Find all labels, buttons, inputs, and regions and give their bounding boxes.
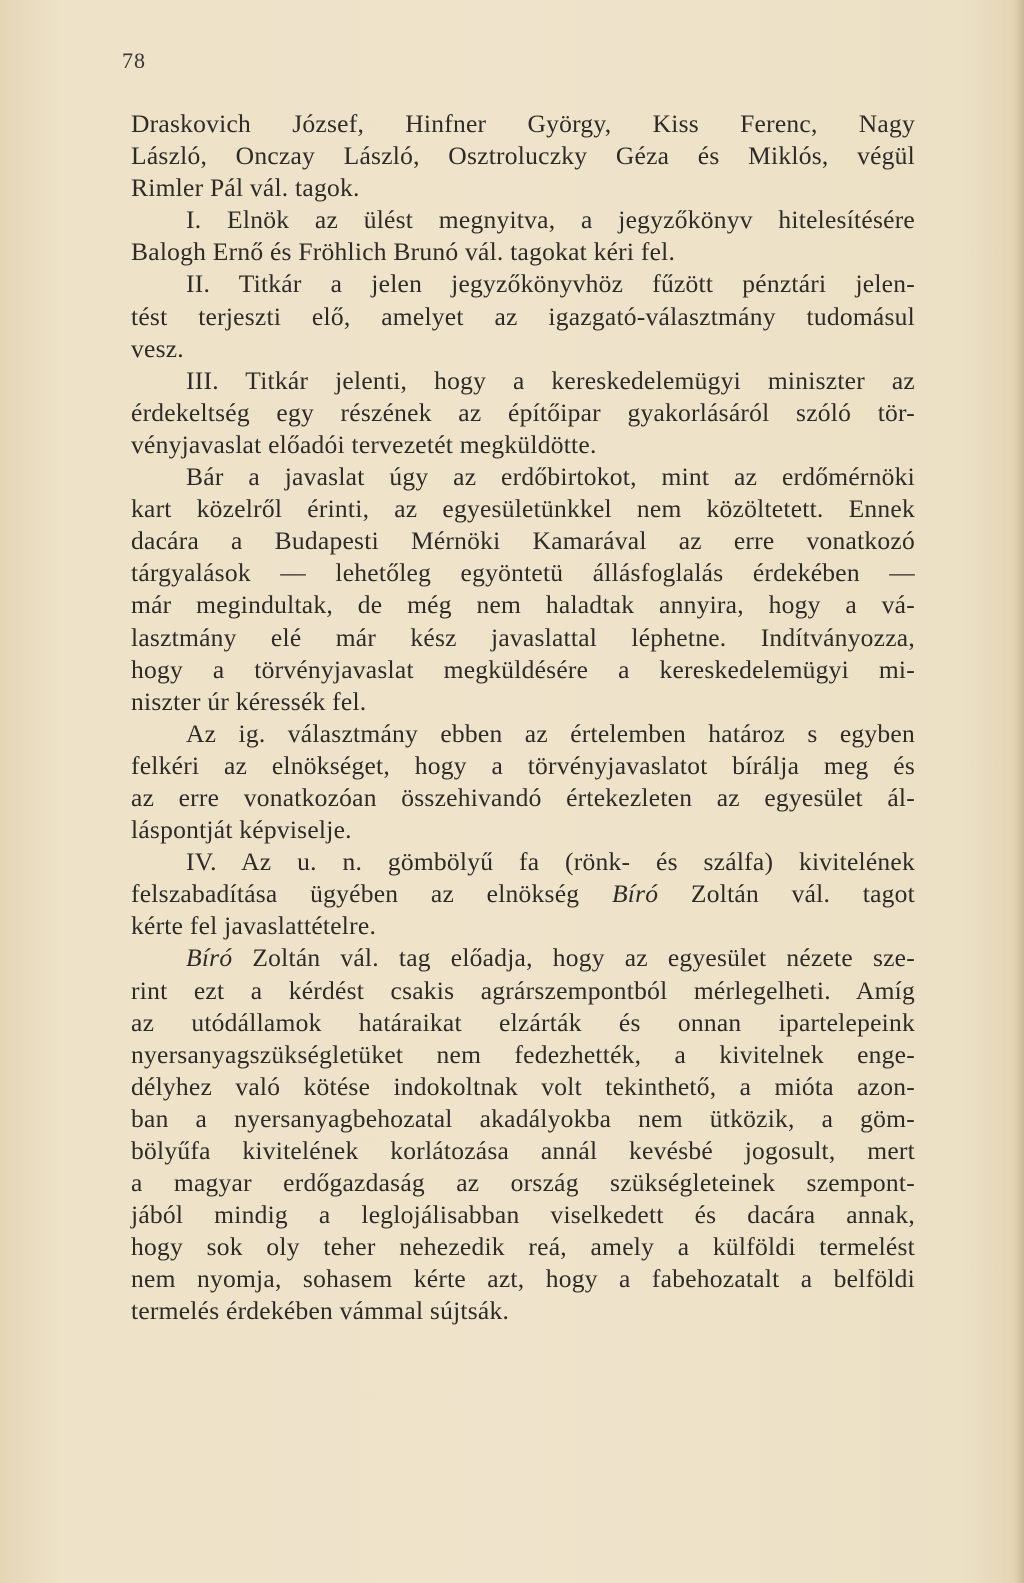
text-line: hogy a törvényjavaslat megküldésére a kereskedelemügyi mi- bbox=[131, 654, 915, 684]
text-line: termelés érdekében vámmal sújtsák. bbox=[131, 1296, 510, 1326]
italic-name: Bíró bbox=[611, 879, 659, 909]
text-line: tárgyalások — lehetőleg egyöntetü állásfoglalás érdekében — bbox=[131, 558, 915, 588]
text-line: láspontját képviselje. bbox=[131, 815, 352, 845]
text-line: Draskovich József, Hinfner György, Kiss Ferenc, Nagy bbox=[131, 109, 915, 138]
text-line: rint ezt a kérdést csakis agrárszempontból mérlegelheti. Amíg bbox=[131, 975, 915, 1005]
text-line: már megindultak, de még nem haladtak annyira, hogy a vá- bbox=[131, 590, 915, 620]
page-number: 78 bbox=[122, 48, 146, 73]
text-line: felkéri az elnökséget, hogy a törvényjavaslatot bírálja meg és bbox=[131, 750, 915, 780]
text-line: III. Titkár jelenti, hogy a kereskedelemügyi miniszter az bbox=[186, 365, 915, 395]
text-line: Rimler Pál vál. tagok. bbox=[131, 173, 360, 203]
text-line: bölyűfa kivitelének korlátozása annál kevésbé jogosult, mert bbox=[131, 1136, 915, 1165]
text-line: I. Elnök az ülést megnyitva, a jegyzőkönyv hitelesítésére bbox=[186, 205, 915, 235]
text-line: a magyar erdőgazdaság az ország szükségleteinek szempont- bbox=[131, 1168, 915, 1198]
body-text bbox=[131, 108, 915, 1328]
text-line: hogy sok oly teher nehezedik reá, amely a külföldi termelést bbox=[131, 1232, 915, 1262]
text-line: az utódállamok határaikat elzárták és onnan ipartelepeink bbox=[131, 1007, 915, 1037]
text-line: ban a nyersanyagbehozatal akadályokba nem ütközik, a göm- bbox=[131, 1103, 915, 1133]
text-line: délyhez való kötése indokoltnak volt tekinthető, a mióta azon- bbox=[131, 1071, 915, 1101]
text-line: vesz. bbox=[131, 333, 184, 363]
text-line: tést terjeszti elő, amelyet az igazgató-választmány tudomásul bbox=[131, 301, 915, 331]
text-line: lasztmány elé már kész javaslattal léphetne. Indítványozza, bbox=[131, 622, 915, 652]
text-line: érdekeltség egy részének az építőipar gyakorlásáról szóló tör- bbox=[131, 397, 915, 427]
text-line: kart közelről érinti, az egyesületünkkel nem közöltetett. Ennek bbox=[131, 494, 915, 524]
text-line: László, Onczay László, Osztroluczky Géza és Miklós, végül bbox=[131, 141, 915, 171]
text-line: Bíró Zoltán vál. tag előadja, hogy az egyesület nézete sze- bbox=[186, 943, 915, 973]
page-edge-shadow bbox=[1014, 0, 1024, 1583]
text-line: nyersanyagszükségletüket nem fedezhették, a kivitelnek enge- bbox=[131, 1039, 915, 1069]
text-line: niszter úr kéressék fel. bbox=[131, 686, 367, 716]
text-line: nem nyomja, sohasem kérte azt, hogy a fabehozatalt a belföldi bbox=[131, 1264, 915, 1294]
text-line: Balogh Ernő és Fröhlich Brunó vál. tagokat kéri fel. bbox=[131, 237, 676, 267]
italic-name: Bíró bbox=[186, 943, 233, 973]
text-line: jából mindig a leglojálisabban viselkedett és dacára annak, bbox=[131, 1200, 915, 1230]
text-line: vényjavaslat előadói tervezetét megküldötte. bbox=[131, 429, 597, 459]
text-line: IV. Az u. n. gömbölyű fa (rönk- és szálfa) kivitelének bbox=[186, 847, 915, 877]
text-line: II. Titkár a jelen jegyzőkönyvhöz fűzött pénztári jelen- bbox=[186, 269, 915, 299]
text-line: felszabadítása ügyében az elnökség Bíró Zoltán vál. tagot bbox=[131, 879, 915, 909]
text-line: Bár a javaslat úgy az erdőbirtokot, mint az erdőmérnöki bbox=[186, 462, 915, 492]
text-line: dacára a Budapesti Mérnöki Kamarával az erre vonatkozó bbox=[131, 526, 915, 556]
text-line: Az ig. választmány ebben az értelemben határoz s egyben bbox=[186, 718, 915, 748]
text-line: az erre vonatkozóan összehivandó értekezleten az egyesület ál- bbox=[131, 782, 915, 812]
text-line: kérte fel javaslattételre. bbox=[131, 911, 377, 941]
